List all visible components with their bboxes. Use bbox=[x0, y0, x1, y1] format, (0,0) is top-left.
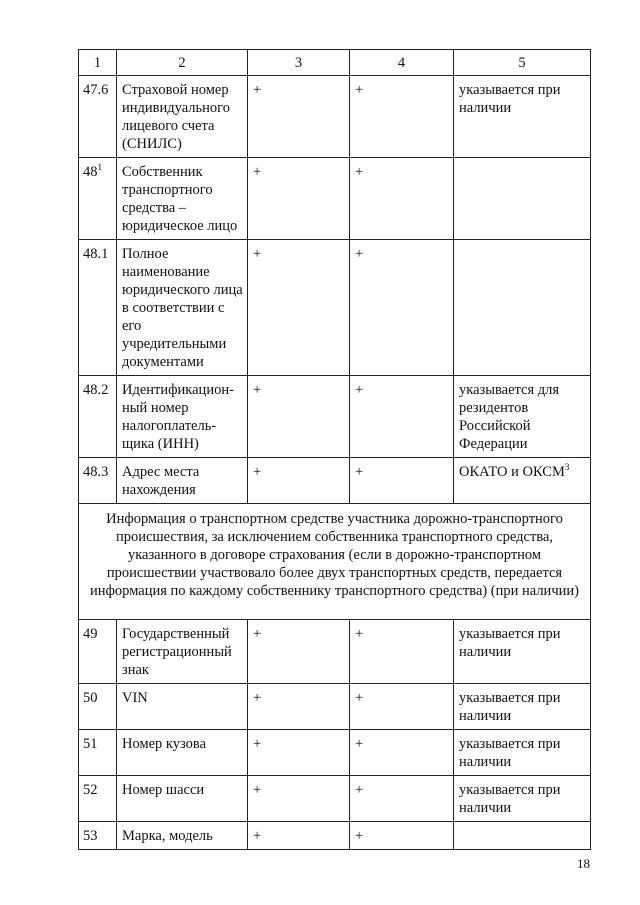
column-3-mark: + bbox=[248, 76, 350, 158]
field-name: Номер кузова bbox=[117, 730, 248, 776]
table-row bbox=[79, 76, 591, 158]
column-4-mark: + bbox=[350, 620, 454, 684]
field-name: Страховой номер индивидуального лицевого счета (СНИЛС) bbox=[117, 76, 248, 158]
table-row bbox=[79, 458, 591, 504]
column-header: 2 bbox=[117, 50, 248, 76]
note bbox=[454, 822, 591, 850]
column-4-mark: + bbox=[350, 822, 454, 850]
row-number: 50 bbox=[79, 684, 117, 730]
column-4-mark: + bbox=[350, 684, 454, 730]
note: указывается при наличии bbox=[454, 776, 591, 822]
column-3-mark: + bbox=[248, 376, 350, 458]
column-4-mark: + bbox=[350, 240, 454, 376]
note: указывается для резидентов Российской Федерации bbox=[454, 376, 591, 458]
column-header: 5 bbox=[454, 50, 591, 76]
field-name: Номер шасси bbox=[117, 776, 248, 822]
note: указывается при наличии bbox=[454, 620, 591, 684]
table-row bbox=[79, 730, 591, 776]
page-number: 18 bbox=[577, 856, 590, 871]
field-name: Марка, модель bbox=[117, 822, 248, 850]
column-3-mark: + bbox=[248, 458, 350, 504]
column-header: 3 bbox=[248, 50, 350, 76]
column-3-mark: + bbox=[248, 240, 350, 376]
note: ОКАТО и ОКСМ$^3$ bbox=[454, 458, 591, 504]
row-number: 48.3 bbox=[79, 458, 117, 504]
header-row bbox=[79, 50, 591, 76]
table-row bbox=[79, 684, 591, 730]
column-3-mark: + bbox=[248, 730, 350, 776]
column-4-mark: + bbox=[350, 730, 454, 776]
column-header: 1 bbox=[79, 50, 117, 76]
field-name: Полное наименование юридического лица в соответствии с его учредительными документами bbox=[117, 240, 248, 376]
table-row bbox=[79, 240, 591, 376]
column-3-mark: + bbox=[248, 776, 350, 822]
section-row bbox=[79, 504, 591, 620]
table-row bbox=[79, 158, 591, 240]
data-table bbox=[78, 49, 591, 850]
column-4-mark: + bbox=[350, 776, 454, 822]
column-header: 4 bbox=[350, 50, 454, 76]
table-row bbox=[79, 822, 591, 850]
note: указывается при наличии bbox=[454, 730, 591, 776]
note bbox=[454, 158, 591, 240]
row-number: 51 bbox=[79, 730, 117, 776]
column-4-mark: + bbox=[350, 376, 454, 458]
column-3-mark: + bbox=[248, 620, 350, 684]
row-number: 48.2 bbox=[79, 376, 117, 458]
row-number: 49 bbox=[79, 620, 117, 684]
row-number: 53 bbox=[79, 822, 117, 850]
column-3-mark: + bbox=[248, 822, 350, 850]
row-number: 48.1 bbox=[79, 240, 117, 376]
column-4-mark: + bbox=[350, 158, 454, 240]
table-row bbox=[79, 620, 591, 684]
note bbox=[454, 240, 591, 376]
note: указывается при наличии bbox=[454, 684, 591, 730]
section-note: Информация о транспортном средстве участника дорожно-транспортного происшествия, за исключением собственника транспортного средства, указанного в договоре страхования (если в дорожно-транспортном происшествии участвовало более двух транспортных средств, передается информация по каждому собственнику транспортного средства) (при наличии) bbox=[79, 504, 591, 620]
column-3-mark: + bbox=[248, 684, 350, 730]
column-4-mark: + bbox=[350, 76, 454, 158]
field-name: Собственник транспортного средства – юридическое лицо bbox=[117, 158, 248, 240]
table-row bbox=[79, 376, 591, 458]
column-3-mark: + bbox=[248, 158, 350, 240]
field-name: Идентификацион-ный номер налогоплатель-щика (ИНН) bbox=[117, 376, 248, 458]
table-row bbox=[79, 776, 591, 822]
column-4-mark: + bbox=[350, 458, 454, 504]
row-number: $48^1$ bbox=[79, 158, 117, 240]
note: указывается при наличии bbox=[454, 76, 591, 158]
field-name: Государственный регистрационный знак bbox=[117, 620, 248, 684]
field-name: Адрес места нахождения bbox=[117, 458, 248, 504]
row-number: 52 bbox=[79, 776, 117, 822]
field-name: VIN bbox=[117, 684, 248, 730]
row-number: 47.6 bbox=[79, 76, 117, 158]
